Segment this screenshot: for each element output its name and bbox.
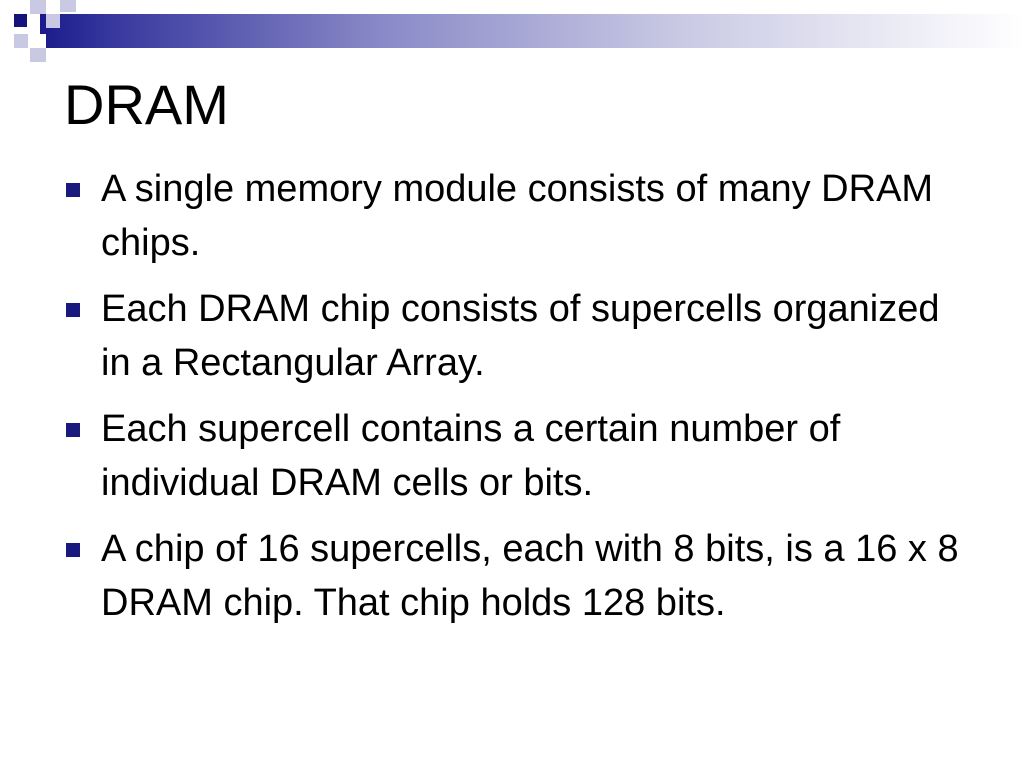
- bullet-text: Each DRAM chip consists of supercells organized in a Rectangular Array.: [101, 288, 940, 384]
- header-gradient-bar: [40, 14, 1024, 48]
- decorative-square: [14, 34, 28, 48]
- decorative-square: [32, 34, 46, 48]
- bullet-item: [64, 522, 964, 630]
- bullet-text: A single memory module consists of many DRAM chips.: [101, 168, 934, 264]
- decorative-square: [46, 14, 60, 28]
- bullet-list: [64, 162, 964, 642]
- bullet-item: [64, 282, 964, 390]
- bullet-item: [64, 162, 964, 270]
- decorative-square: [14, 14, 27, 27]
- bullet-item: [64, 402, 964, 510]
- bullet-text: A chip of 16 supercells, each with 8 bits, is a 16 x 8 DRAM chip. That chip holds 128 bits.: [101, 528, 959, 624]
- slide-title: DRAM: [64, 73, 229, 136]
- square-bullet-icon: [66, 423, 80, 437]
- square-bullet-icon: [66, 303, 80, 317]
- decorative-square: [30, 48, 46, 62]
- bullet-text: Each supercell contains a certain number of individual DRAM cells or bits.: [101, 408, 841, 504]
- decorative-square: [60, 0, 76, 12]
- decorative-square: [30, 0, 46, 14]
- square-bullet-icon: [66, 183, 80, 197]
- square-bullet-icon: [66, 543, 80, 557]
